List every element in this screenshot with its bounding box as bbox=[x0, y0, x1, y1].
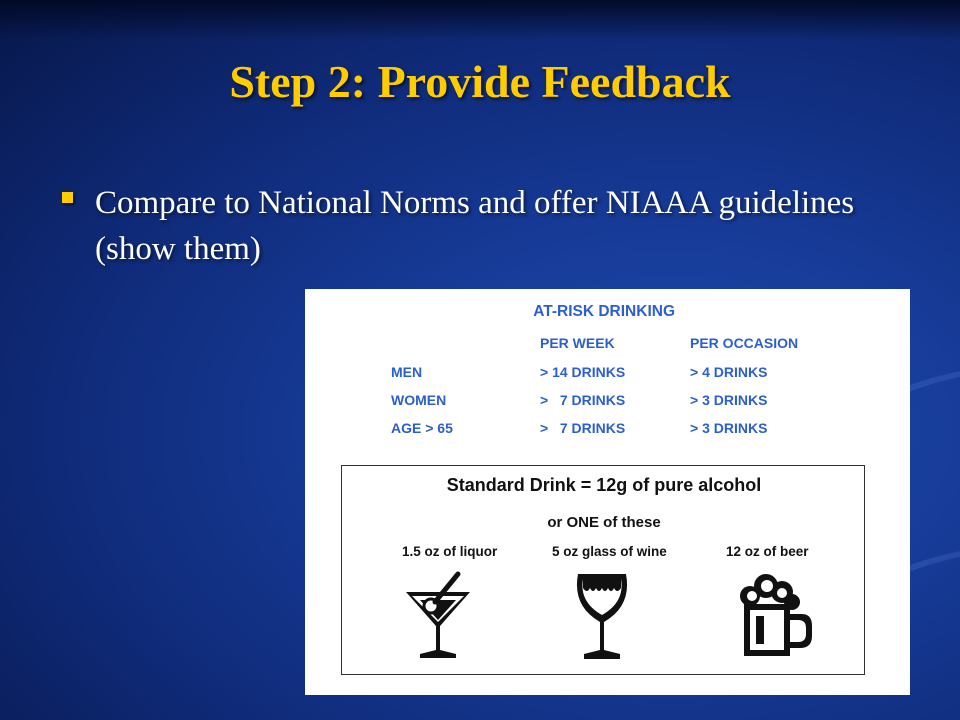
standard-drink-subtitle: or ONE of these bbox=[547, 514, 661, 531]
column-header-per-occasion: PER OCCASION bbox=[690, 335, 799, 351]
beer-mug-icon bbox=[734, 570, 816, 662]
slide-title: Step 2: Provide Feedback bbox=[229, 56, 731, 107]
table-row bbox=[305, 364, 910, 384]
guidelines-image bbox=[305, 289, 910, 695]
per-occasion-cell: > 3 DRINKS bbox=[690, 392, 768, 408]
per-week-cell: > 7 DRINKS bbox=[540, 392, 626, 408]
bullet-item bbox=[62, 180, 922, 272]
per-occasion-cell: > 3 DRINKS bbox=[690, 420, 768, 436]
per-occasion-cell: > 4 DRINKS bbox=[690, 364, 768, 380]
liquor-label: 1.5 oz of liquor bbox=[402, 544, 498, 559]
wine-glass-icon bbox=[570, 570, 634, 662]
standard-drink-box bbox=[341, 465, 865, 675]
group-cell: MEN bbox=[391, 364, 423, 380]
table-row bbox=[305, 420, 910, 440]
standard-drink-title: Standard Drink = 12g of pure alcohol bbox=[446, 475, 762, 495]
per-week-cell: > 14 DRINKS bbox=[540, 364, 626, 380]
group-cell: AGE > 65 bbox=[391, 420, 453, 436]
at-risk-title: AT-RISK DRINKING bbox=[533, 303, 675, 320]
martini-glass-icon bbox=[398, 570, 478, 660]
group-cell: WOMEN bbox=[391, 392, 447, 408]
wine-label: 5 oz glass of wine bbox=[552, 544, 667, 559]
beer-label: 12 oz of beer bbox=[726, 544, 809, 559]
per-week-cell: > 7 DRINKS bbox=[540, 420, 626, 436]
top-band bbox=[0, 0, 960, 40]
table-row bbox=[305, 392, 910, 412]
bullet-square-icon bbox=[62, 192, 73, 203]
column-header-per-week: PER WEEK bbox=[540, 335, 615, 351]
bullet-text: Compare to National Norms and offer NIAAA guidelines (show them) bbox=[95, 185, 855, 267]
